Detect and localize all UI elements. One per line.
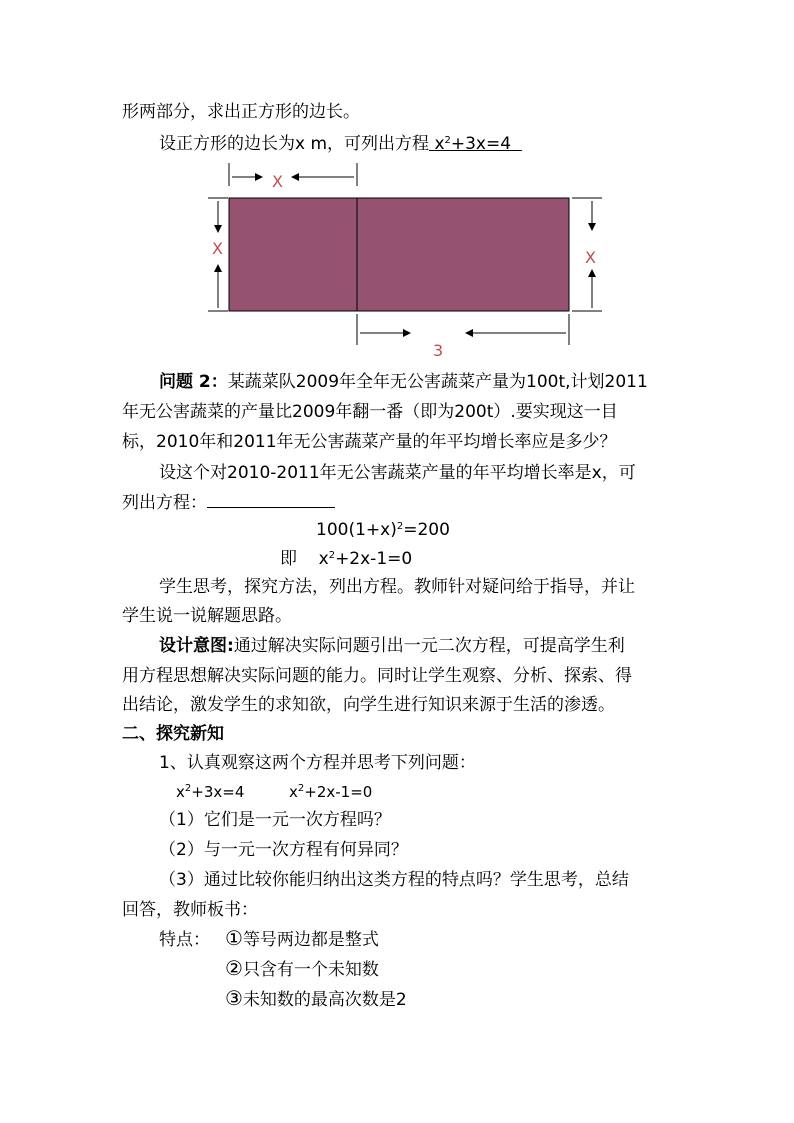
text-line: 学生说一说解题思路。 [122, 606, 292, 626]
feature-item: ②只含有一个未知数 [225, 956, 379, 980]
text-line: 形两部分，求出正方形的边长。 [122, 102, 360, 122]
equation: 即 $x^2+2x-1=0$ [280, 549, 413, 569]
question-item: （3）通过比较你能归纳出这类方程的特点吗？学生思考，总结 [159, 870, 629, 890]
label-right: X [585, 248, 596, 267]
design-intent: 设计意图:通过解决实际问题引出一元二次方程，可提高学生利 [159, 636, 625, 656]
equation-answer: $x^2+3x=4$ [434, 134, 512, 154]
answer-blank [207, 491, 335, 508]
label-bottom: 3 [433, 341, 444, 360]
feature-label: 特点： [159, 930, 210, 950]
equation-pair: $x^2+2x-1=0$ [289, 783, 373, 801]
setup-text: 设正方形的边长为x m，可列出方程 [159, 134, 430, 154]
text-line: 1、认真观察这两个方程并思考下列问题： [159, 753, 476, 773]
rectangle-figure [0, 0, 794, 370]
feature-item: ③未知数的最高次数是2 [225, 986, 407, 1010]
text-line: 学生思考，探究方法，列出方程。教师针对疑问给于指导，并让 [159, 577, 635, 597]
feature-item: ①等号两边都是整式 [225, 926, 379, 950]
square-region [229, 198, 357, 311]
question-item: （1）它们是一元一次方程吗？ [159, 810, 391, 830]
text-line: 用方程思想解决实际问题的能力。同时让学生观察、分析、探索、得 [122, 666, 632, 686]
question-label: 问题 2： [159, 372, 228, 392]
text-line: 列出方程： [122, 491, 335, 515]
text-line: 回答，教师板书： [122, 900, 258, 920]
text-line: 出结论，激发学生的求知欲，向学生进行知识来源于生活的渗透。 [122, 695, 615, 715]
section-heading: 二、探究新知 [122, 724, 224, 744]
label-top: X [272, 172, 283, 191]
question-2: 问题 2：某蔬菜队2009年全年无公害蔬菜产量为100t,计划2011 [159, 372, 648, 392]
text-line: 标，2010年和2011年无公害蔬菜产量的年平均增长率应是多少？ [122, 432, 617, 452]
question-item: （2）与一元一次方程有何异同？ [159, 840, 408, 860]
rectangle-region [357, 198, 569, 311]
equation: $100(1+x)^2=200$ [316, 520, 450, 540]
text-line: 设这个对2010-2011年无公害蔬菜产量的年平均增长率是x，可 [159, 463, 636, 483]
equation-pair: $x^2+3x=4$ [176, 783, 245, 801]
label-left: X [212, 239, 223, 258]
design-label: 设计意图: [159, 636, 234, 656]
text-line: 年无公害蔬菜的产量比2009年翻一番（即为200t）.要实现这一目 [122, 402, 618, 422]
